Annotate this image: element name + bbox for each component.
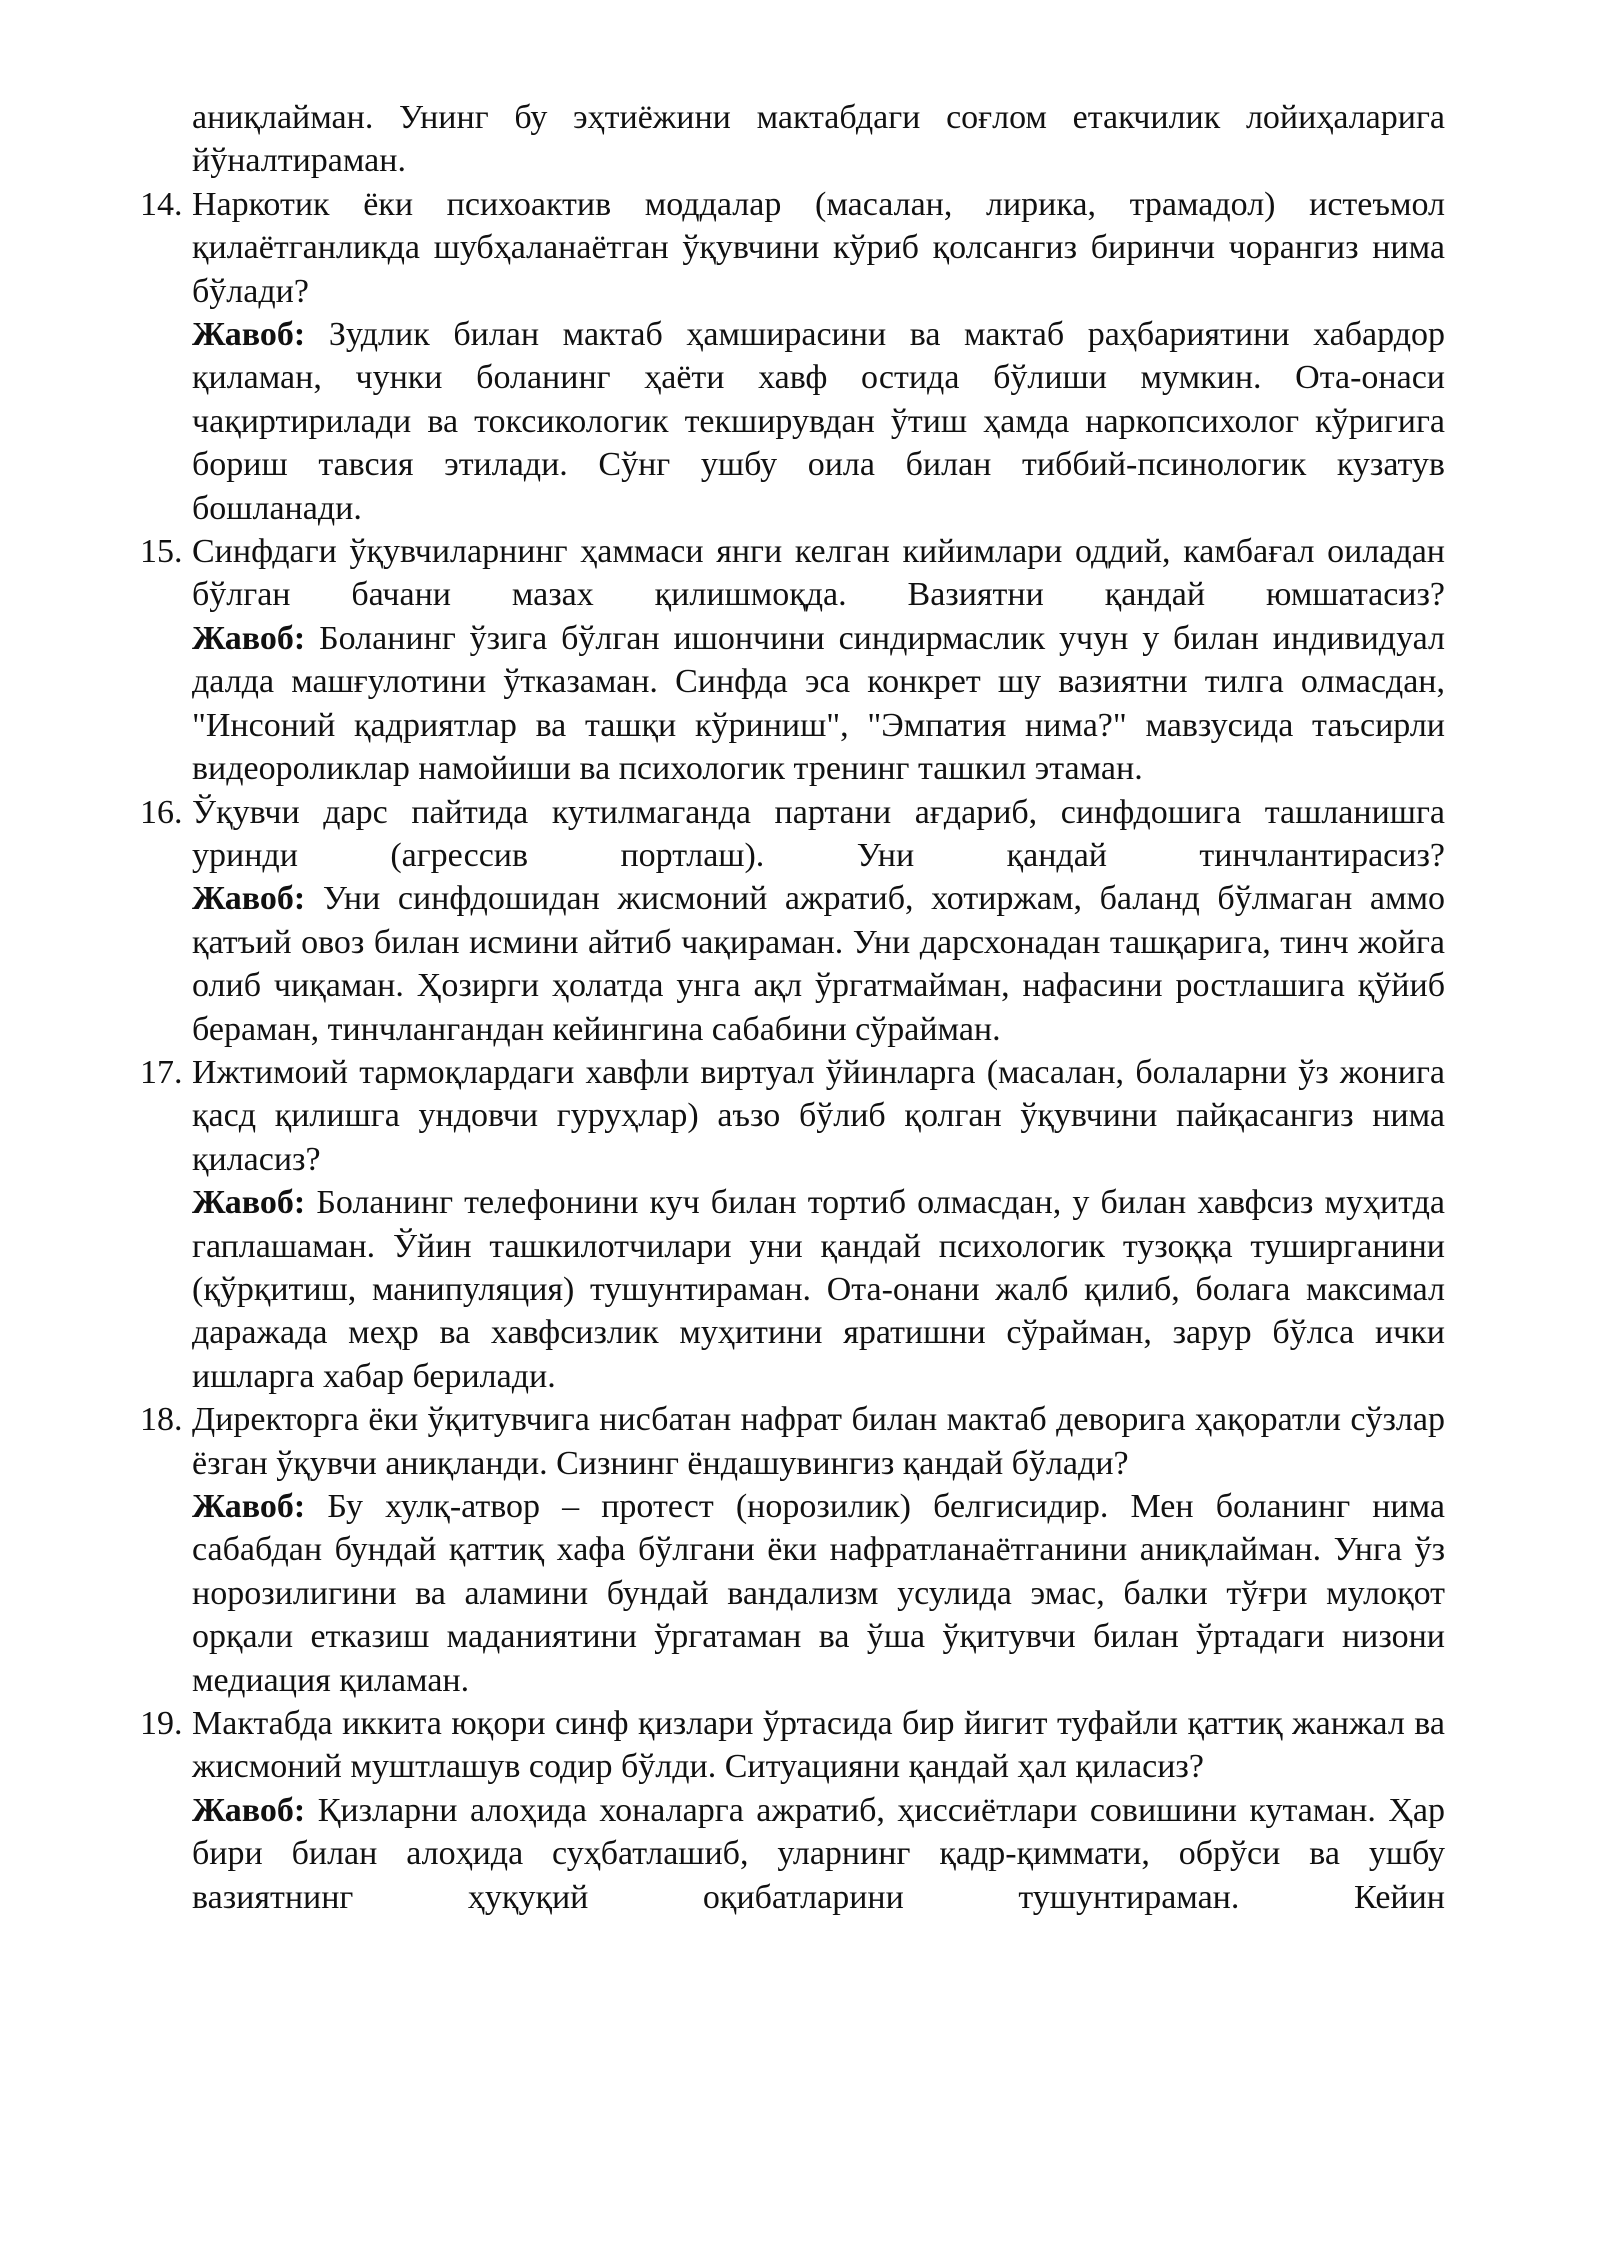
answer-paragraph	[192, 313, 1445, 530]
question-text: Директорга ёки ўқитувчига нисбатан нафрат билан мактаб деворига ҳақоратли сўзлар ёзган ўқувчи аниқланди. Сизнинг ёндашувингиз қандай бўлади?	[192, 1401, 1445, 1482]
answer-paragraph	[192, 1789, 1445, 1919]
item-number: 19.	[140, 1705, 183, 1743]
answer-text: Қизларни алоҳида хоналарга ажратиб, ҳиссиётлари совишини кутаман. Ҳар бири билан алоҳида суҳбатлашиб, уларнинг қадр-қиммати, обрўси ва ушбу вазиятнинг ҳуқуқий оқибатларини тушунтираман. Кейин	[192, 1791, 1446, 1916]
question-text: Ўқувчи дарс пайтида кутилмаганда партани ағдариб, синфдошига ташланишга уринди (агрессив портлаш). Уни қандай тинчлантирасиз?	[192, 793, 1445, 874]
answer-paragraph	[192, 877, 1445, 1051]
question-text: Мактабда иккита юқори синф қизлари ўртасида бир йигит туфайли қаттиқ жанжал ва жисмоний муштлашув содир бўлди. Ситуацияни қандай ҳал қиласиз?	[192, 1705, 1445, 1786]
list-item-19	[140, 1702, 1446, 1919]
answer-label: Жавоб:	[192, 316, 306, 354]
answer-label: Жавоб:	[192, 1791, 306, 1829]
item-number: 16.	[140, 793, 183, 831]
answer-label: Жавоб:	[192, 1184, 306, 1222]
document-body	[140, 96, 1445, 1919]
list-item-15	[140, 530, 1445, 790]
item-number: 18.	[140, 1401, 183, 1439]
answer-text: Бу хулқ-атвор – протест (норозилик) белгисидир. Мен боланинг нима сабабдан бундай қаттиқ хафа бўлгани ёки нафратланаётганини аниқлайман. Унга ўз норозилигини ва аламини бундай вандализм усулида эмас, балки тўғри мулоқот орқали етказиш маданиятини ўргатаман ва ўша ўқитувчи билан ўртадаги низони медиация қиламан.	[192, 1488, 1446, 1699]
list-item-14	[140, 183, 1446, 530]
answer-text: Уни синфдошидан жисмоний ажратиб, хотиржам, баланд бўлмаган аммо қатъий овоз билан исмини айтиб чақираман. Уни дарсхонадан ташқарига, тинч жойга олиб чиқаман. Ҳозирги ҳолатда унга ақл ўргатмайман, нафасини ростлашига қўйиб бераман, тинчлангандан кейингина сабабини сўрайман.	[192, 880, 1445, 1048]
answer-label: Жавоб:	[192, 619, 306, 657]
answer-paragraph	[192, 1485, 1445, 1702]
continuation-paragraph: аниқлайман. Унинг бу эҳтиёжини мактабдаги соғлом етакчилик лойиҳаларига йўналтираман.	[192, 99, 1445, 180]
question-text: Наркотик ёки психоактив моддалар (масалан, лирика, трамадол) истеъмол қилаётганликда шубҳаланаётган ўқувчини кўриб қолсангиз биринчи чорангиз нима бўлади?	[192, 185, 1445, 310]
question-text: Синфдаги ўқувчиларнинг ҳаммаси янги келган кийимлари оддий, камбағал оиладан бўлган бачани мазах қилишмоқда. Вазиятни қандай юмшатасиз?	[192, 533, 1445, 614]
question-text: Ижтимоий тармоқлардаги хавфли виртуал ўйинларга (масалан, болаларни ўз жонига қасд қилишга ундовчи гуруҳлар) аъзо бўлиб қолган ўқувчини пайқасангиз нима қиласиз?	[192, 1053, 1445, 1178]
answer-label: Жавоб:	[192, 1488, 306, 1525]
item-number: 15.	[140, 533, 183, 571]
list-item-18	[140, 1398, 1446, 1702]
list-item-16	[140, 791, 1445, 1051]
answer-text: Зудлик билан мактаб ҳамширасини ва мактаб раҳбариятини хабардор қиламан, чунки боланинг ҳаёти хавф остида бўлиши мумкин. Ота-онаси чақиртирилади ва токсикологик текширувдан ўтиш ҳамда наркопсихолог кўригига бориш тавсия этилади. Сўнг ушбу оила билан тиббий-псинологик кузатув бошланади.	[192, 316, 1446, 527]
answer-paragraph	[192, 1181, 1445, 1398]
answer-label: Жавоб:	[192, 880, 306, 918]
answer-text: Боланинг телефонини куч билан тортиб олмасдан, у билан хавфсиз муҳитда гаплашаман. Ўйин ташкилотчилари уни қандай психологик тузоққа туширганини (қўрқитиш, манипуляция) тушунтираман. Ота-онани жалб қилиб, болага максимал даражада меҳр ва хавфсизлик муҳитини яратишни сўрайман, зарур бўлса ички ишларга хабар берилади.	[192, 1184, 1446, 1395]
item-number: 14.	[140, 185, 183, 223]
item-number: 17.	[140, 1053, 183, 1091]
answer-paragraph	[192, 617, 1445, 791]
list-item-17	[140, 1051, 1446, 1398]
answer-text: Боланинг ўзига бўлган ишончини синдирмаслик учун у билан индивидуал далда машғулотини ўтказаман. Синфда эса конкрет шу вазиятни тилга олмасдан, "Инсоний қадриятлар ва ташқи кўриниш", "Эмпатия нима?" мавзусида таъсирли видеороликлар намойиши ва психологик тренинг ташкил этаман.	[192, 619, 1445, 788]
